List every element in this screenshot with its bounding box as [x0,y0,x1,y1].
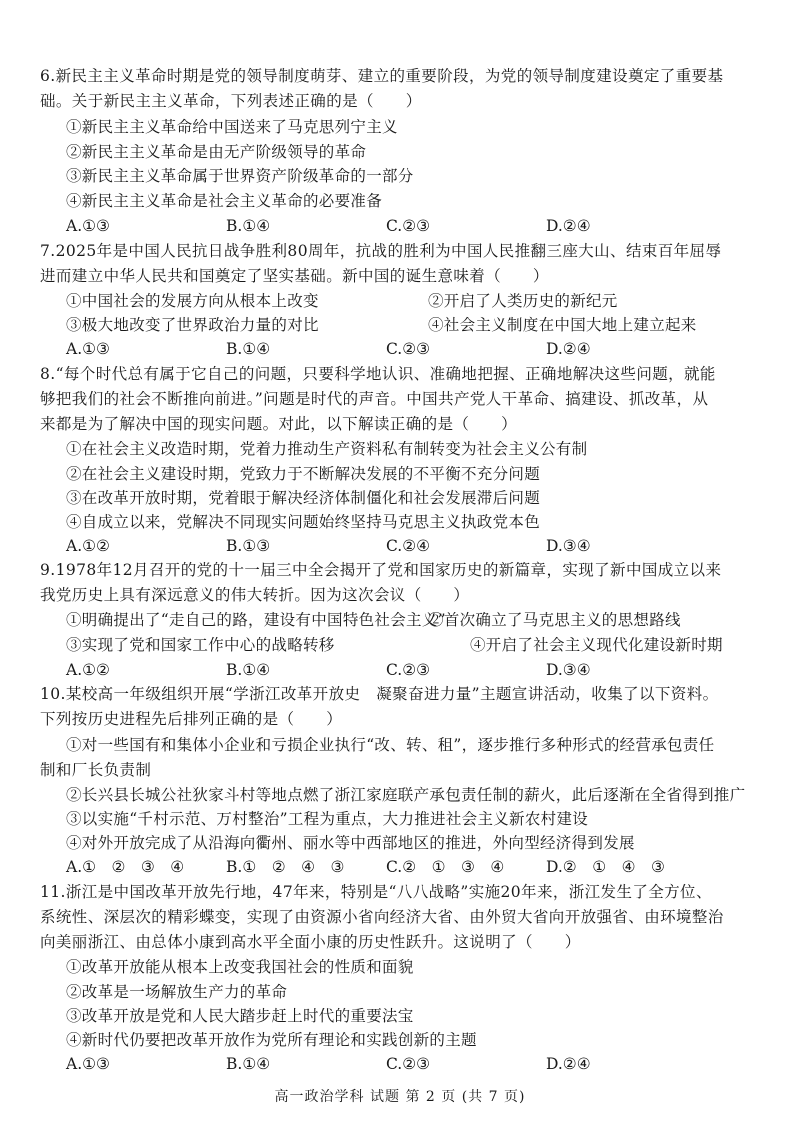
statement-item: ②新民主主义革命是由无产阶级领导的革命 [66,143,367,161]
statement-item: ③极大地改变了世界政治力量的对比 [66,316,319,334]
statement-item-continued: 制和厂长负责制 [40,761,152,779]
statement-item: ④社会主义制度在中国大地上建立起来 [428,316,697,334]
statement-row [0,608,800,632]
statement-item: ③在改革开放时期，党着眼于解决经济体制僵化和社会发展滞后问题 [66,489,541,507]
question-stem-line: 8.“每个时代总有属于它自己的问题，只要科学地认识、准确地把握、正确地解决这些问题，就能 [40,365,716,383]
statement-item: ③实现了党和国家工作中心的战略转移 [66,636,335,654]
answer-choices [0,214,800,238]
choice-b: B.①④ [226,661,271,679]
statement-item: ②长兴县长城公社狄家斗村等地点燃了浙江家庭联产承包责任制的薪火，此后逐渐在全省得到推广 [66,786,746,804]
statement-item: ②在社会主义建设时期，党致力于不断解决发展的不平衡不充分问题 [66,465,541,483]
choice-d: D.②④ [546,1055,591,1073]
statement-item: ③新民主主义革命属于世界资产阶级革命的一部分 [66,167,414,185]
choice-c: C.②③ [386,340,431,358]
choice-a: A.①② [66,537,110,555]
choice-a: A.①③ [66,1055,110,1073]
statement-item: ②改革是一场解放生产力的革命 [66,983,288,1001]
statement-row [0,289,800,313]
question-stem-line: 10.某校高一年级组织开展“学浙江改革开放史 凝聚奋进力量”主题宣讲活动，收集了以下资料。 [40,685,719,703]
choice-d: D.③④ [546,537,591,555]
statement-row [0,313,800,337]
question-stem-line: 础。关于新民主主义革命，下列表述正确的是（ ） [40,92,422,110]
question-stem-line: 向美丽浙江、由总体小康到高水平全面小康的历史性跃升。这说明了（ ） [40,933,581,951]
question-stem-line: 6.新民主主义革命时期是党的领导制度萌芽、建立的重要阶段，为党的领导制度建设奠定了重要基 [40,67,724,85]
statement-item: ④新时代仍要把改革开放作为党所有理论和实践创新的主题 [66,1031,477,1049]
statement-item: ④新民主主义革命是社会主义革命的必要准备 [66,192,383,210]
choice-d: D.②④ [546,217,591,235]
question-stem-line: 下列按历史进程先后排列正确的是（ ） [40,710,343,728]
statement-item: ②首次确立了马克思主义的思想路线 [428,611,681,629]
answer-choices [0,658,800,682]
choice-b: B.①④ [226,1055,271,1073]
statement-item: ①改革开放能从根本上改变我国社会的性质和面貌 [66,958,414,976]
statement-item: ④开启了社会主义现代化建设新时期 [470,636,723,654]
statement-item: ①明确提出了“走自己的路，建设有中国特色社会主义” [66,611,446,629]
statement-item: ④自成立以来，党解决不同现实问题始终坚持马克思主义执政党本色 [66,513,541,531]
choice-a: A.①③ [66,217,110,235]
answer-choices [0,337,800,361]
statement-item: ①对一些国有和集体小企业和亏损企业执行“改、转、租”，逐步推行多种形式的经营承包责任 [66,736,715,754]
question-stem-line: 系统性、深层次的精彩蝶变，实现了由资源小省向经济大省、由外贸大省向开放强省、由环境整治 [40,908,724,926]
question-stem-line: 进而建立中华人民共和国奠定了坚实基础。新中国的诞生意味着（ ） [40,267,549,285]
choice-a: A.①② [66,661,110,679]
choice-d: D.② ① ④ ③ [546,858,665,876]
choice-a: A.① ② ③ ④ [66,858,185,876]
question-stem-line: 我党历史上具有深远意义的伟大转折。因为这次会议（ ） [40,586,470,604]
question-stem-line: 9.1978年12月召开的党的十一届三中全会揭开了党和国家历史的新篇章，实现了新中国成立以来 [40,561,722,579]
page-footer: 高一政治学科 试题 第 2 页 (共 7 页) [274,1089,526,1105]
statement-item: ③改革开放是党和人民大踏步赶上时代的重要法宝 [66,1007,414,1025]
choice-b: B.① ② ④ ③ [226,858,345,876]
question-stem-line: 11.浙江是中国改革开放先行地，47年来，特别是“八八战略”实施20年来，浙江发生了全方位、 [40,883,712,901]
statement-item: ①新民主主义革命给中国送来了马克思列宁主义 [66,118,398,136]
choice-c: C.②④ [386,537,431,555]
answer-choices [0,1052,800,1076]
choice-c: C.② ① ③ ④ [386,858,505,876]
statement-item: ①在社会主义改造时期，党着力推动生产资料私有制转变为社会主义公有制 [66,440,588,458]
choice-c: C.②③ [386,661,431,679]
answer-choices [0,855,800,879]
choice-b: B.①④ [226,340,271,358]
choice-d: D.③④ [546,661,591,679]
choice-b: B.①③ [226,537,271,555]
question-stem-line: 够把我们的社会不断推向前进。”问题是时代的声音。中国共产党人干革命、搞建设、抓改革，从 [40,390,709,408]
choice-a: A.①③ [66,340,110,358]
question-stem-line: 7.2025年是中国人民抗日战争胜利80周年，抗战的胜利为中国人民推翻三座大山、结束百年屈辱 [40,242,722,260]
statement-item: ②开启了人类历史的新纪元 [428,292,618,310]
choice-c: C.②③ [386,1055,431,1073]
statement-item: ③以实施“千村示范、万村整治”工程为重点，大力推进社会主义新农村建设 [66,810,589,828]
choice-c: C.②③ [386,217,431,235]
answer-choices [0,534,800,558]
choice-d: D.②④ [546,340,591,358]
statement-item: ①中国社会的发展方向从根本上改变 [66,292,319,310]
statement-row [0,633,800,657]
question-stem-line: 来都是为了解决中国的现实问题。对此，以下解读正确的是（ ） [40,415,518,433]
choice-b: B.①④ [226,217,271,235]
statement-item: ④对外开放完成了从沿海向衢州、丽水等中西部地区的推进，外向型经济得到发展 [66,834,635,852]
